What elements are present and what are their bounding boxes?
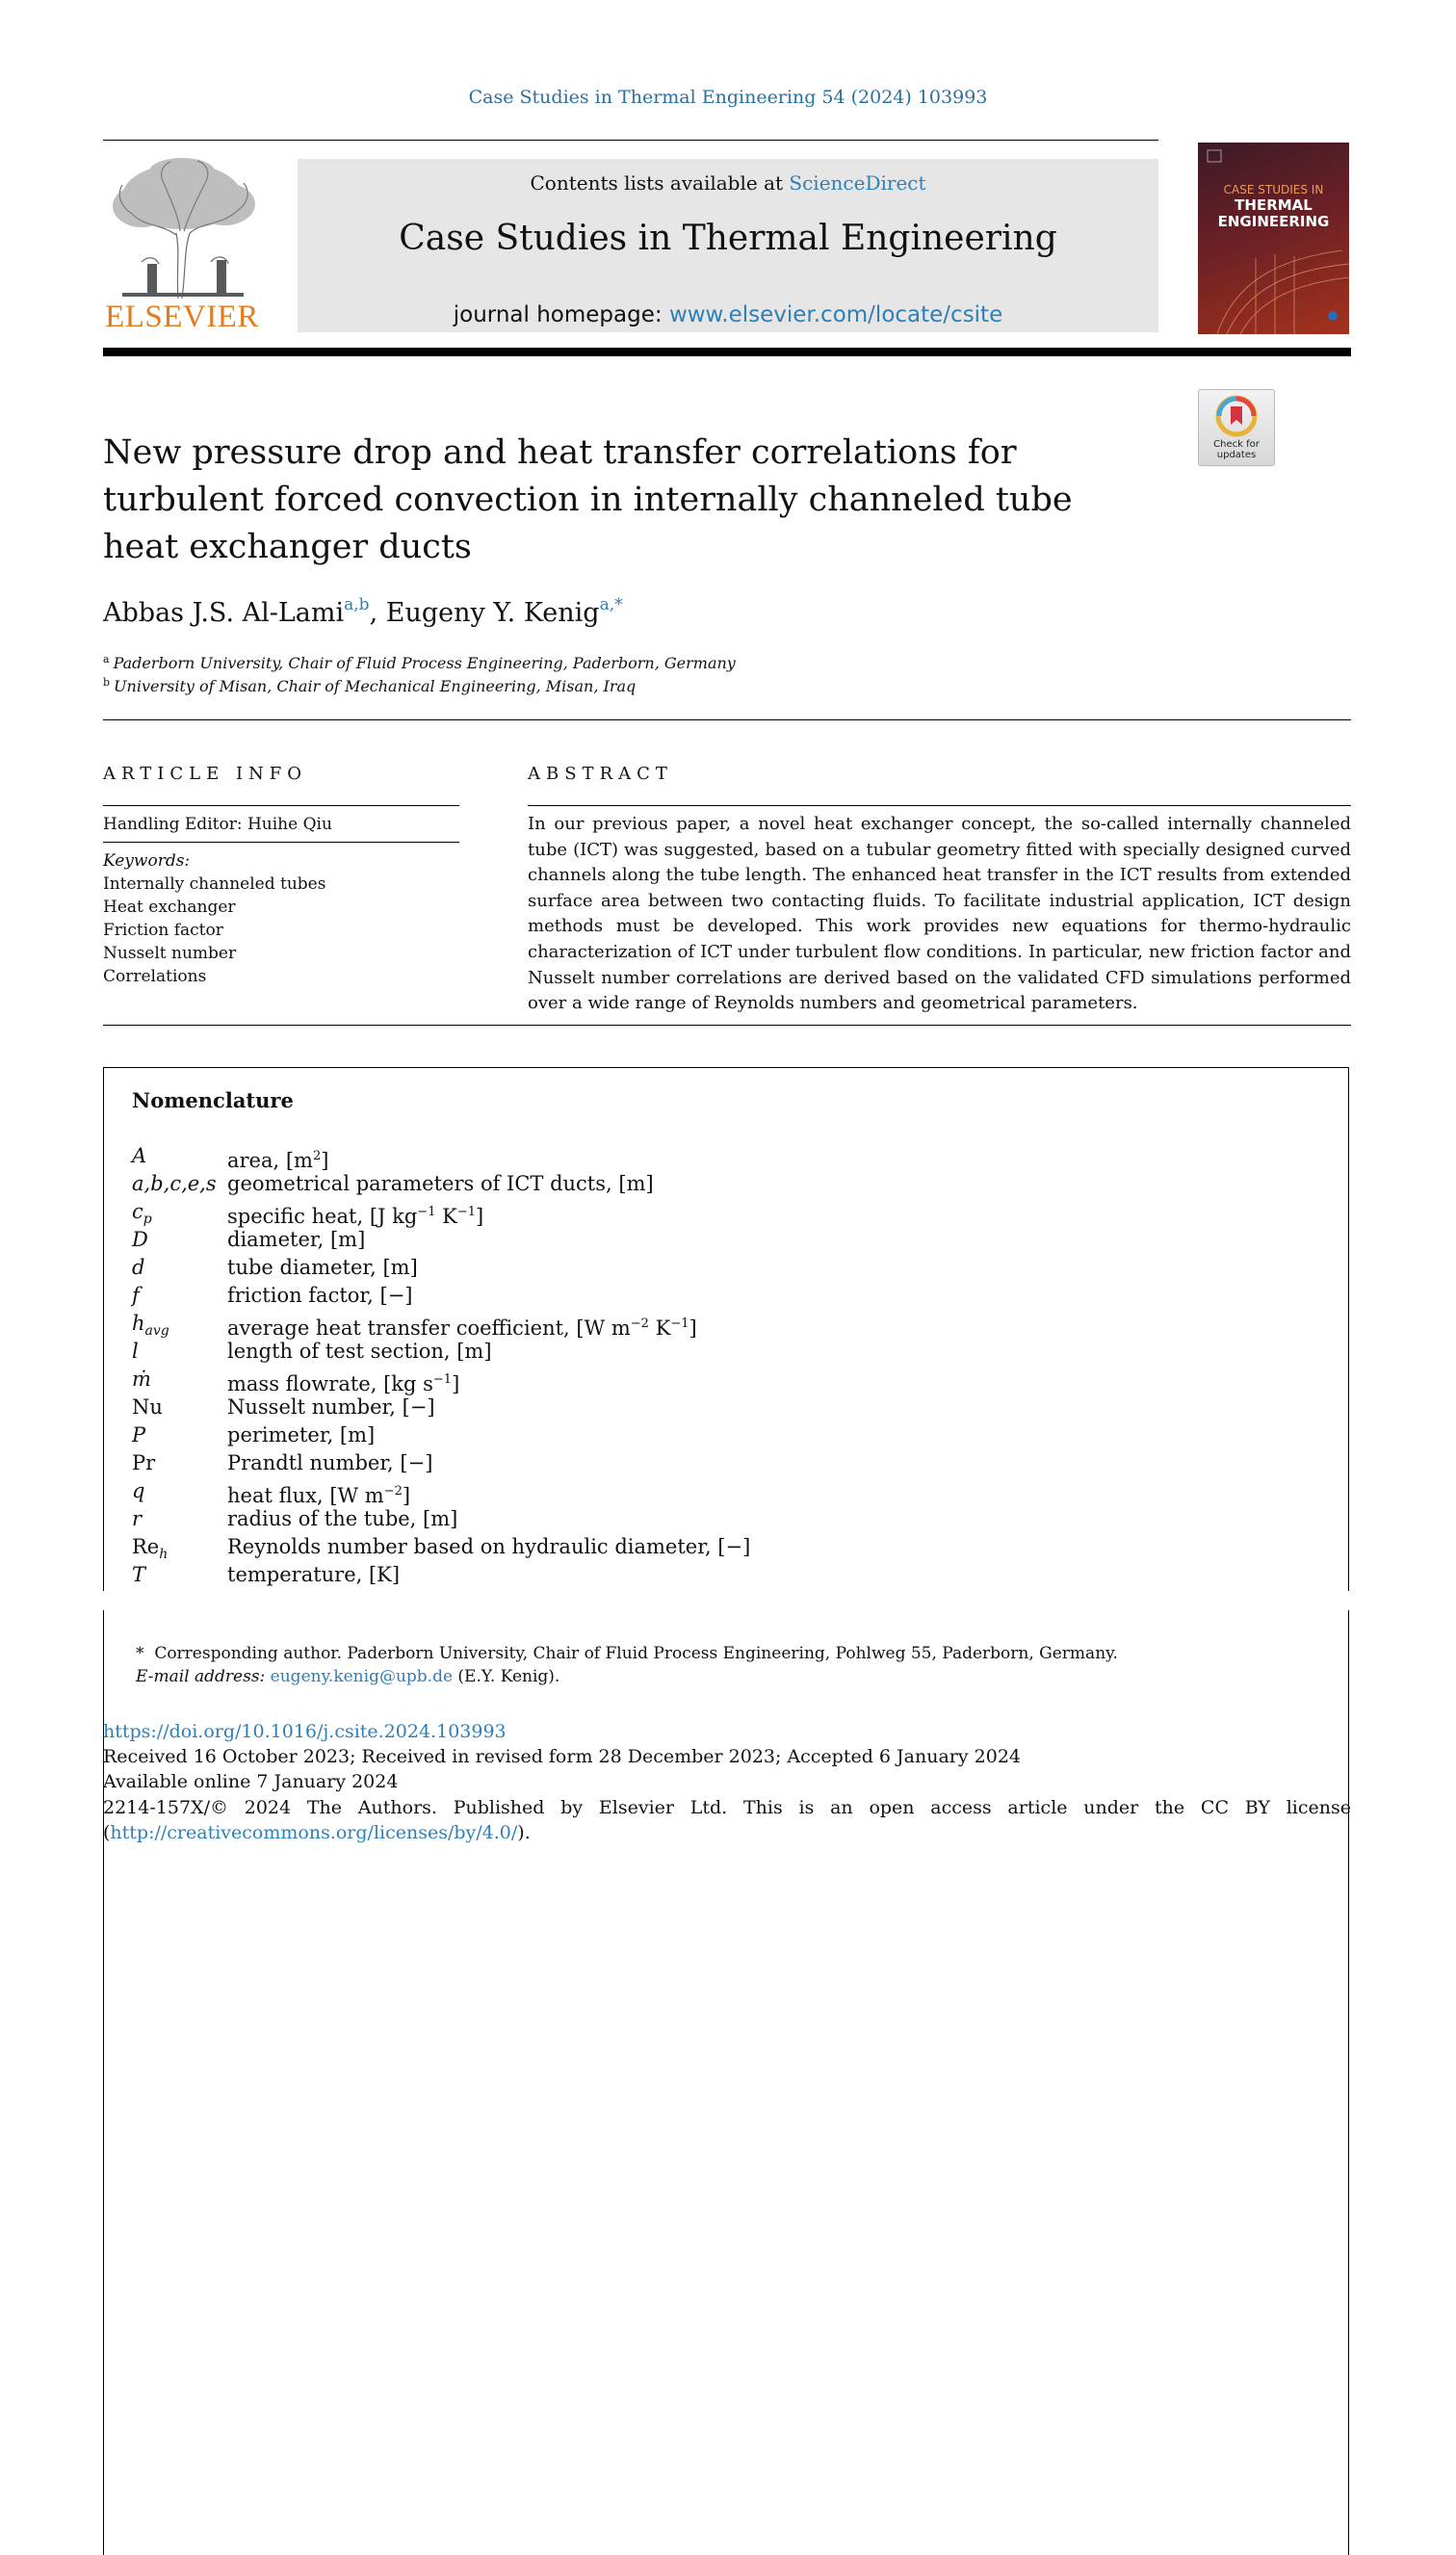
definition-text: K (435, 1205, 457, 1228)
nomenclature-row (132, 1226, 750, 1254)
email-label: E-mail address: (136, 1667, 271, 1686)
author-affil-ref[interactable]: a,* (599, 595, 623, 614)
definition-text: diameter, [m] (227, 1228, 366, 1251)
nomenclature-symbol (132, 1449, 227, 1477)
abstract-text: In our previous paper, a novel heat exchanger concept, the so-called internally channeled tube (ICT) was suggested, based on a tubular geometry fitted with specially designed curved channels along the tube length. The enhanced heat transfer in the ICT results from extended surface area between two contacting fluids. To facilitate industrial application, ICT design methods must be developed. This work provides new equations for thermo-hydraulic characterization of ICT under turbulent flow conditions. In particular, new friction factor and Nusselt number correlations are derived based on the validated CFD simulations performed over a wide range of Reynolds numbers and geometrical parameters. (528, 814, 1351, 1014)
elsevier-tree-icon (103, 156, 261, 300)
nomenclature-symbol (132, 1533, 227, 1561)
definition-text: average heat transfer coefficient, [W m (227, 1317, 631, 1340)
symbol-text: Nu (132, 1395, 163, 1419)
definition-text: Prandtl number, [−] (227, 1451, 433, 1474)
license-close: ). (517, 1822, 531, 1843)
handling-editor: Handling Editor: Huihe Qiu (103, 815, 332, 834)
nomenclature-row (132, 1561, 750, 1589)
nomenclature-definition (227, 1561, 400, 1589)
nomenclature-row (132, 1533, 750, 1561)
nomenclature-definition (227, 1170, 654, 1198)
doi-link[interactable]: https://doi.org/10.1016/j.csite.2024.103993 (103, 1721, 507, 1742)
symbol-text: A (132, 1144, 147, 1167)
nomenclature-row (132, 1394, 750, 1421)
nomenclature-definition (227, 1254, 418, 1282)
affiliation-b (103, 676, 636, 695)
definition-text: geometrical parameters of ICT ducts, [m] (227, 1172, 654, 1195)
email-footnote (136, 1667, 559, 1686)
nomenclature-row (132, 1142, 750, 1170)
check-updates-label (1199, 439, 1274, 460)
license-statement: 2214-157X/© 2024 The Authors. Published by Elsevier Ltd. This is an open access article under the CC BY license (103, 1797, 1351, 1818)
nomenclature-definition (227, 1338, 492, 1366)
definition-superscript: 2 (312, 1149, 322, 1163)
homepage-line (298, 302, 1158, 327)
page-break-mask (96, 1591, 1358, 1610)
definition-superscript: −1 (417, 1205, 436, 1219)
nomenclature-symbol (132, 1421, 227, 1449)
definition-superscript: −2 (630, 1317, 649, 1331)
nomenclature-symbol (132, 1366, 227, 1394)
nomenclature-title: Nomenclature (132, 1088, 294, 1112)
available-online: Available online 7 January 2024 (103, 1771, 399, 1792)
nomenclature-row (132, 1170, 750, 1198)
author-affil-ref[interactable]: a,b (344, 595, 370, 614)
cover-line-2: THERMAL (1235, 196, 1313, 214)
journal-title: Case Studies in Thermal Engineering (399, 219, 1057, 258)
symbol-subscript: avg (144, 1323, 169, 1340)
article-info-heading: ARTICLE INFO (103, 764, 308, 784)
footnote-mark: * (136, 1644, 144, 1663)
author-separator: , (369, 598, 386, 628)
definition-text: ] (402, 1484, 411, 1507)
symbol-text: d (132, 1256, 145, 1279)
affiliation-text: Paderborn University, Chair of Fluid Process Engineering, Paderborn, Germany (113, 654, 736, 672)
license-link[interactable]: http://creativecommons.org/licenses/by/4.0/ (110, 1822, 518, 1843)
definition-text: ] (452, 1372, 460, 1395)
affiliation-text: University of Misan, Chair of Mechanical Engineering, Misan, Iraq (114, 677, 637, 695)
nomenclature-symbol (132, 1282, 227, 1310)
check-updates-line-2: updates (1216, 450, 1257, 460)
symbol-text: a,b,c,e,s (132, 1172, 217, 1195)
nomenclature-row (132, 1477, 750, 1505)
cover-artwork-icon (1198, 143, 1349, 334)
keyword: Internally channeled tubes (103, 874, 326, 894)
footnote-text: Corresponding author. Paderborn University, Chair of Fluid Process Engineering, Pohlweg 55, Paderborn, Germany. (154, 1644, 1118, 1663)
nomenclature-row (132, 1198, 750, 1226)
masthead-rule (103, 348, 1351, 356)
abstract-rule (528, 805, 1351, 806)
nomenclature-definition (227, 1198, 483, 1226)
definition-text: perimeter, [m] (227, 1423, 376, 1447)
check-for-updates-button[interactable] (1198, 389, 1275, 466)
definition-superscript: −1 (432, 1372, 453, 1387)
definition-text: tube diameter, [m] (227, 1256, 418, 1279)
nomenclature-row (132, 1421, 750, 1449)
nomenclature-symbol (132, 1338, 227, 1366)
cover-line-3: ENGINEERING (1217, 213, 1330, 230)
check-updates-line-1: Check for (1213, 439, 1260, 450)
definition-text: temperature, [K] (227, 1563, 401, 1586)
abstract-heading: ABSTRACT (528, 764, 673, 784)
definition-text: heat flux, [W m (227, 1484, 384, 1507)
nomenclature-definition (227, 1226, 365, 1254)
journal-masthead (298, 159, 1158, 332)
keyword: Correlations (103, 967, 207, 986)
nomenclature-row (132, 1310, 750, 1338)
nomenclature-definition (227, 1449, 432, 1477)
symbol-text: q (132, 1479, 145, 1502)
nomenclature-definition (227, 1282, 413, 1310)
author-name[interactable]: Eugeny Y. Kenig (385, 598, 600, 628)
contents-prefix: Contents lists available at (530, 171, 790, 195)
keyword: Heat exchanger (103, 898, 236, 917)
definition-text: radius of the tube, [m] (227, 1507, 458, 1530)
nomenclature-symbol (132, 1226, 227, 1254)
symbol-text: h (132, 1312, 145, 1335)
symbol-subscript: p (143, 1212, 152, 1228)
nomenclature-definition (227, 1477, 410, 1505)
nomenclature-definition (227, 1142, 328, 1170)
definition-text: K (648, 1317, 671, 1340)
definition-superscript: −1 (670, 1317, 689, 1331)
definition-superscript: −2 (383, 1484, 403, 1499)
info-rule (103, 842, 459, 843)
nomenclature-row (132, 1505, 750, 1533)
email-suffix: (E.Y. Kenig). (453, 1667, 560, 1686)
homepage-prefix: journal homepage: (453, 302, 669, 327)
nomenclature-row (132, 1366, 750, 1394)
symbol-text: T (132, 1563, 146, 1586)
abstract-bottom-rule (103, 1025, 1351, 1026)
symbol-text: f (132, 1284, 140, 1307)
sciencedirect-link[interactable]: ScienceDirect (789, 171, 926, 195)
journal-homepage-link[interactable]: www.elsevier.com/locate/csite (668, 302, 1003, 327)
nomenclature-list (132, 1142, 750, 1589)
nomenclature-symbol (132, 1254, 227, 1282)
nomenclature-symbol (132, 1561, 227, 1589)
nomenclature-definition (227, 1366, 459, 1394)
nomenclature-row (132, 1338, 750, 1366)
nomenclature-definition (227, 1310, 697, 1338)
definition-text: Nusselt number, [−] (227, 1395, 435, 1419)
nomenclature-definition (227, 1394, 435, 1421)
info-rule (103, 805, 459, 806)
running-head[interactable]: Case Studies in Thermal Engineering 54 (2024) 103993 (468, 87, 988, 108)
symbol-text: c (132, 1200, 143, 1223)
corresponding-author-footnote (136, 1644, 1118, 1663)
license-open: ( (103, 1822, 111, 1843)
article-title: New pressure drop and heat transfer correlations for turbulent forced convection in internally channeled tube heat exchanger ducts (103, 433, 1073, 566)
received-dates: Received 16 October 2023; Received in revised form 28 December 2023; Accepted 6 January 2024 (103, 1746, 1022, 1767)
keywords-label: Keywords: (103, 851, 191, 871)
nomenclature-symbol (132, 1142, 227, 1170)
affiliation-mark: b (103, 676, 111, 689)
symbol-subscript: h (159, 1547, 169, 1563)
symbol-text: Pr (132, 1451, 156, 1474)
definition-text: specific heat, [J kg (227, 1205, 418, 1228)
keyword: Nusselt number (103, 944, 237, 963)
keywords-list (103, 849, 325, 988)
keyword: Friction factor (103, 921, 223, 940)
nomenclature-definition (227, 1505, 457, 1533)
nomenclature-symbol (132, 1170, 227, 1198)
email-link[interactable]: eugeny.kenig@upb.de (270, 1667, 454, 1686)
nomenclature-symbol (132, 1477, 227, 1505)
cover-line-1: CASE STUDIES IN (1223, 183, 1324, 196)
contents-line (298, 171, 1158, 195)
nomenclature-row (132, 1254, 750, 1282)
nomenclature-symbol (132, 1310, 227, 1338)
author-name[interactable]: Abbas J.S. Al-Lami (103, 598, 345, 628)
nomenclature-row (132, 1449, 750, 1477)
nomenclature-row (132, 1282, 750, 1310)
nomenclature-symbol (132, 1394, 227, 1421)
symbol-text: r (132, 1507, 143, 1530)
title-rule (103, 719, 1351, 720)
header-rule (103, 140, 1158, 141)
definition-text: ] (476, 1205, 484, 1228)
author-list (103, 595, 623, 628)
nomenclature-symbol (132, 1198, 227, 1226)
definition-text: ] (689, 1317, 697, 1340)
nomenclature-symbol (132, 1505, 227, 1533)
symbol-text: Re (132, 1535, 160, 1558)
publisher-wordmark: ELSEVIER (105, 300, 259, 334)
elsevier-logo[interactable] (103, 156, 261, 335)
definition-text: mass flowrate, [kg s (227, 1372, 433, 1395)
definition-text: length of test section, [m] (227, 1340, 492, 1363)
definition-text: Reynolds number based on hydraulic diameter, [−] (227, 1535, 751, 1558)
journal-cover[interactable] (1198, 143, 1349, 334)
definition-text: ] (321, 1149, 329, 1172)
nomenclature-definition (227, 1421, 375, 1449)
symbol-text: P (132, 1423, 146, 1447)
affiliation-mark: a (103, 653, 110, 665)
license-url-line (103, 1822, 531, 1843)
symbol-text: D (132, 1228, 148, 1251)
definition-text: friction factor, [−] (227, 1284, 413, 1307)
symbol-text: ṁ (132, 1368, 151, 1391)
affiliation-a (103, 653, 736, 672)
definition-text: area, [m (227, 1149, 313, 1172)
symbol-text: l (132, 1340, 139, 1363)
definition-superscript: −1 (456, 1205, 477, 1219)
nomenclature-definition (227, 1533, 750, 1561)
